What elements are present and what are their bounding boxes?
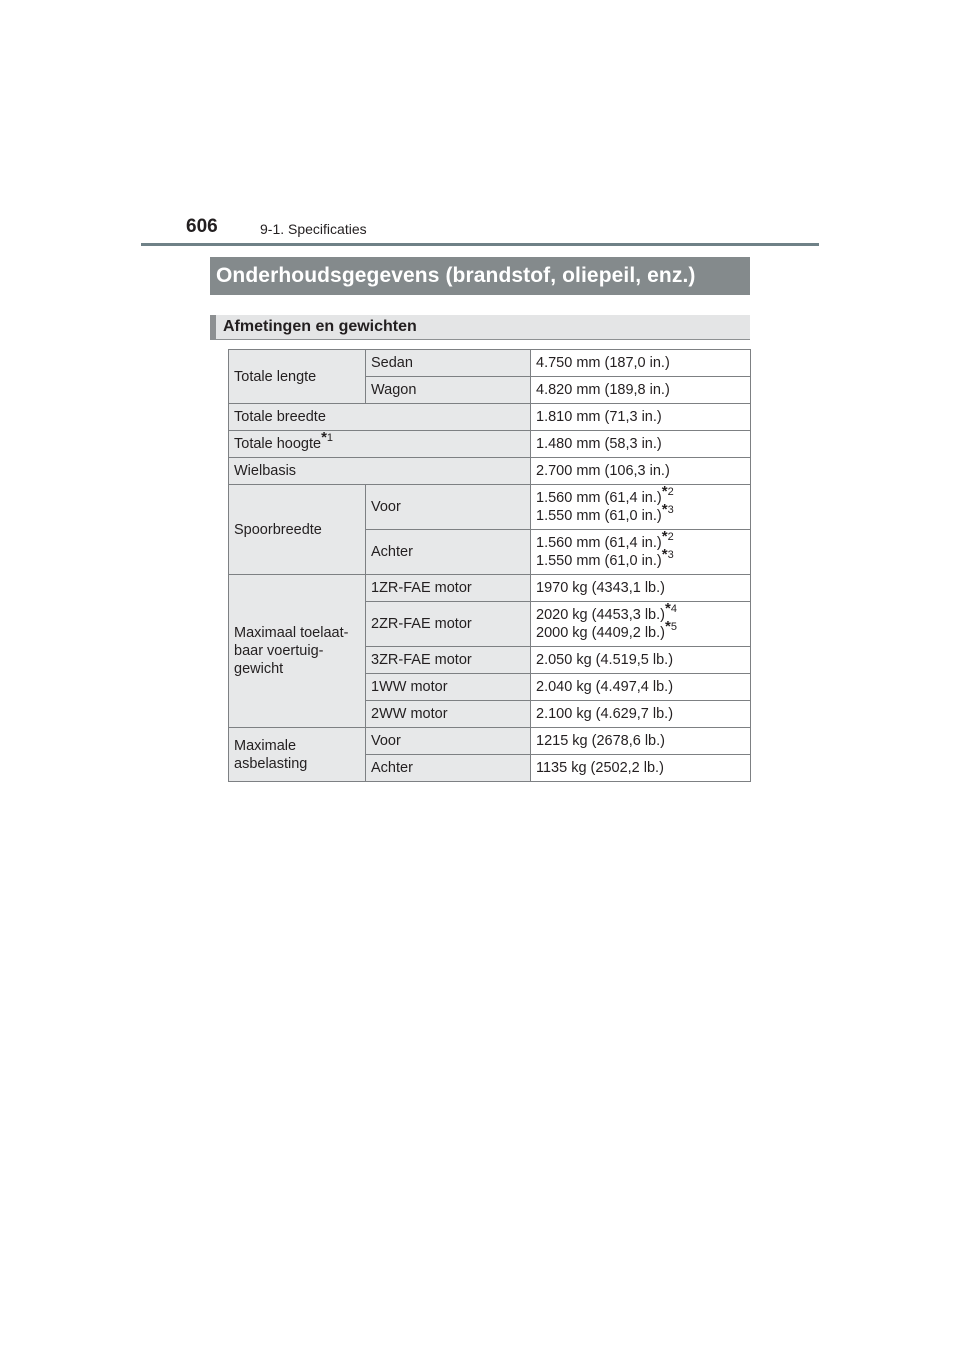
value-total-height: 1.480 mm (58,3 in.) <box>531 431 751 458</box>
label-line: gewicht <box>234 661 284 677</box>
footnote-number: 2 <box>667 531 674 543</box>
label-line: Maximaal toelaat- <box>234 625 349 641</box>
row-label-axle-load <box>229 728 366 782</box>
value-weight: 2.040 kg (4.497,4 lb.) <box>531 674 751 701</box>
footnote-mark: * <box>661 501 668 518</box>
value-text: 1.560 mm (61,4 in.) <box>536 535 662 551</box>
section-title-banner <box>210 257 750 295</box>
footnote-mark: * <box>664 600 671 617</box>
sub-label-axle-front: Voor <box>366 728 531 755</box>
value-line <box>536 546 745 570</box>
dimensions-weights-table <box>228 349 751 782</box>
value-wheelbase: 2.700 mm (106,3 in.) <box>531 458 751 485</box>
footnote-number: 5 <box>670 621 677 633</box>
value-line <box>536 501 745 525</box>
footnote-number: 2 <box>667 486 674 498</box>
value-track-rear <box>531 530 751 575</box>
footnote-mark: * <box>661 483 668 500</box>
value-line <box>536 528 745 552</box>
sub-label-track-rear: Achter <box>366 530 531 575</box>
sub-label-engine: 3ZR-FAE motor <box>366 647 531 674</box>
sub-label-axle-rear: Achter <box>366 755 531 782</box>
row-label-total-width: Totale breedte <box>229 404 531 431</box>
label-line: asbelasting <box>234 755 308 772</box>
row-label-max-weight <box>229 575 366 728</box>
row-label-wheelbase: Wielbasis <box>229 458 531 485</box>
value-track-front <box>531 485 751 530</box>
value-sedan-length: 4.750 mm (187,0 in.) <box>531 350 751 377</box>
value-line <box>536 618 745 642</box>
table-row <box>229 458 751 485</box>
value-text: 1.560 mm (61,4 in.) <box>536 490 662 506</box>
footnote-number: 4 <box>670 603 677 615</box>
label-line: baar voertuig- <box>234 643 324 659</box>
value-text: 2020 kg (4453,3 lb.) <box>536 607 665 623</box>
value-weight: 1970 kg (4343,1 lb.) <box>531 575 751 602</box>
table-row <box>229 575 751 602</box>
footnote-mark: * <box>321 429 327 446</box>
value-axle-front: 1215 kg (2678,6 lb.) <box>531 728 751 755</box>
value-text: 1.550 mm (61,0 in.) <box>536 508 662 524</box>
footnote-mark: * <box>661 528 668 545</box>
row-label-total-length: Totale lengte <box>229 350 366 404</box>
footnote-number: 3 <box>667 504 674 516</box>
value-total-width: 1.810 mm (71,3 in.) <box>531 404 751 431</box>
sub-label-engine: 2ZR-FAE motor <box>366 602 531 647</box>
label-line: Maximale <box>234 737 297 754</box>
subheading-accent-bar <box>210 315 216 339</box>
table-row <box>229 431 751 458</box>
sub-label-engine: 1WW motor <box>366 674 531 701</box>
footnote-mark: * <box>664 618 671 635</box>
sub-label-track-front: Voor <box>366 485 531 530</box>
sub-label-engine: 1ZR-FAE motor <box>366 575 531 602</box>
value-text: 2000 kg (4409,2 lb.) <box>536 625 665 641</box>
table-row <box>229 485 751 530</box>
table-row <box>229 404 751 431</box>
subsection-heading <box>210 315 750 340</box>
value-weight: 2.050 kg (4.519,5 lb.) <box>531 647 751 674</box>
sub-label-sedan: Sedan <box>366 350 531 377</box>
value-weight: 2.100 kg (4.629,7 lb.) <box>531 701 751 728</box>
footnote-number: 1 <box>326 432 334 444</box>
table-row <box>229 350 751 377</box>
value-wagon-length: 4.820 mm (189,8 in.) <box>531 377 751 404</box>
header-divider <box>141 243 819 246</box>
footnote-number: 3 <box>667 549 674 561</box>
table-row <box>229 728 751 755</box>
footnote-mark: * <box>661 546 668 563</box>
page-number: 606 <box>186 216 218 237</box>
section-title: Onderhoudsgegevens (brandstof, oliepeil, enz.) <box>216 264 696 287</box>
value-axle-rear: 1135 kg (2502,2 lb.) <box>531 755 751 782</box>
sub-label-engine: 2WW motor <box>366 701 531 728</box>
row-label-track: Spoorbreedte <box>229 485 366 575</box>
total-height-label: Totale hoogte <box>234 436 322 452</box>
value-text: 1.550 mm (61,0 in.) <box>536 553 662 569</box>
value-weight <box>531 602 751 647</box>
value-line <box>536 483 745 507</box>
value-line <box>536 600 745 624</box>
section-reference: 9-1. Specificaties <box>260 221 367 237</box>
row-label-total-height <box>229 431 531 458</box>
sub-label-wagon: Wagon <box>366 377 531 404</box>
subheading-text: Afmetingen en gewichten <box>223 318 417 335</box>
